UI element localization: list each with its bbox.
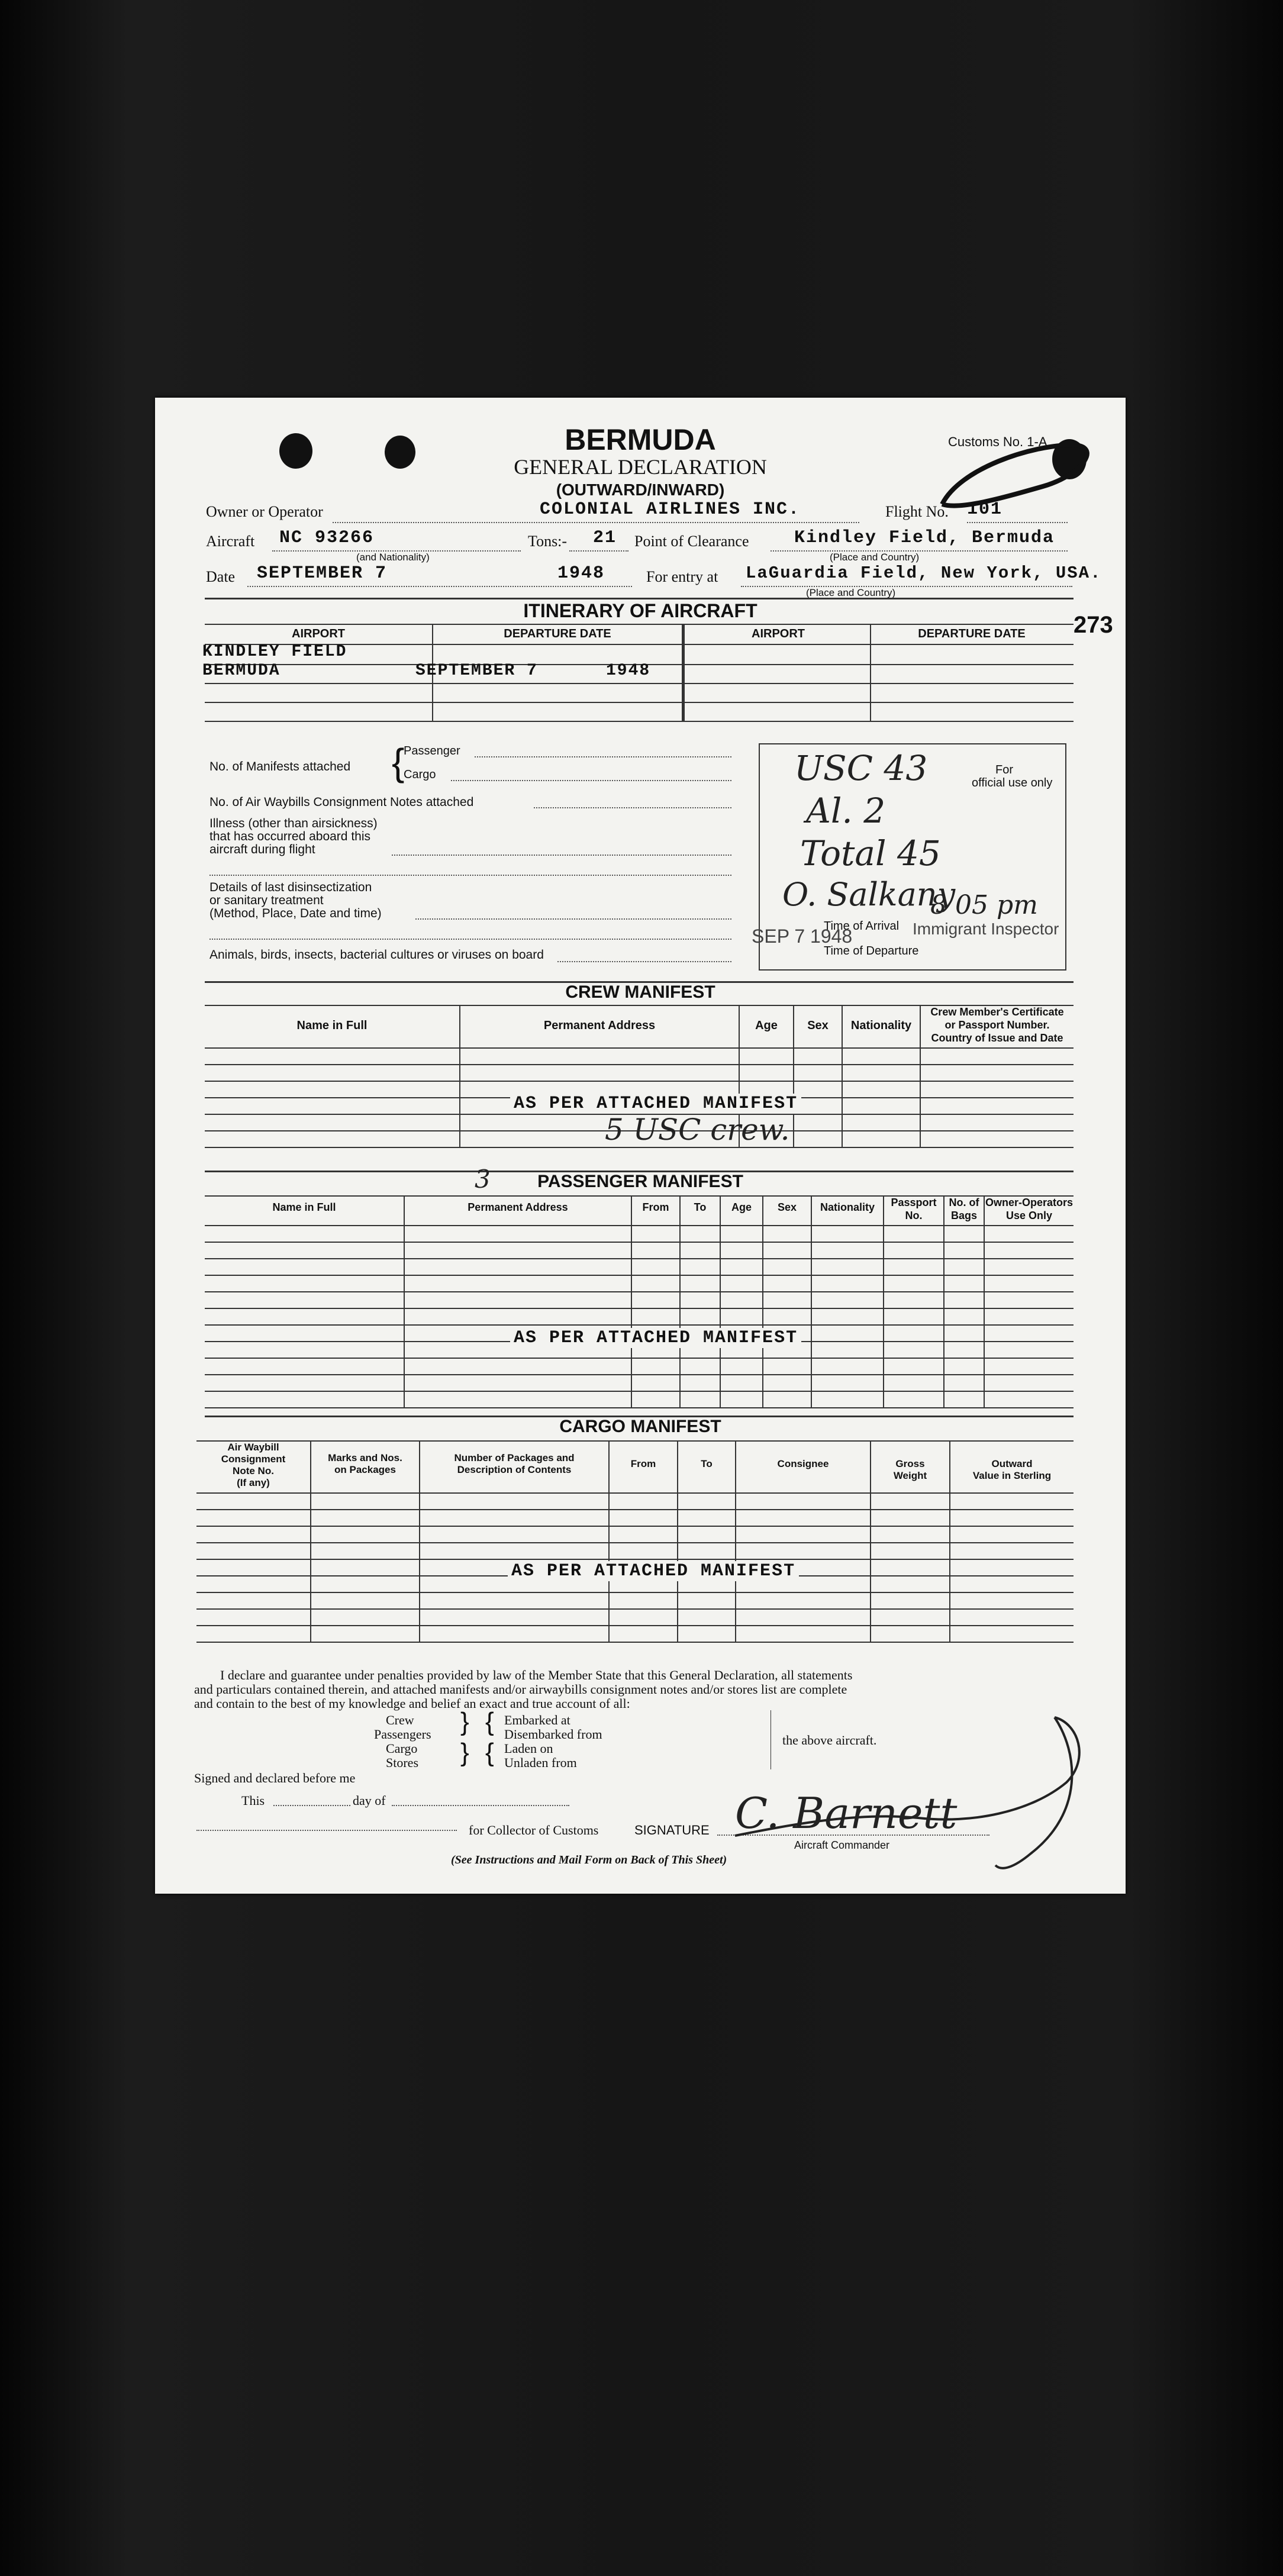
stamp-title: Immigrant Inspector — [913, 920, 1059, 938]
cargo-title: CARGO MANIFEST — [559, 1417, 721, 1436]
cargo-col-from: From — [630, 1458, 656, 1469]
decl-this: This — [241, 1793, 265, 1808]
cargo-col-value-2: Value in Sterling — [972, 1470, 1052, 1481]
aircraft-label: Aircraft — [206, 533, 255, 550]
decl-stores: Stores — [386, 1755, 418, 1770]
cargo-col-marks-1: Marks and Nos. — [328, 1452, 402, 1463]
itin-departure-year: 1948 — [606, 662, 651, 680]
illness-line1: Illness (other than airsickness) — [209, 817, 378, 830]
signature-flourish — [723, 1700, 1102, 1877]
tons-label: Tons:- — [528, 533, 568, 550]
illness-line2: that has occurred aboard this — [209, 830, 370, 843]
decl-cargo: Cargo — [386, 1741, 418, 1756]
crew-title: CREW MANIFEST — [565, 982, 715, 1002]
note-total: Total 45 — [800, 833, 941, 873]
crew-col-age: Age — [755, 1019, 778, 1032]
itin-col-departure-2: DEPARTURE DATE — [918, 627, 1026, 640]
crew-hand-note: 5 USC crew. — [605, 1113, 790, 1147]
cargo-col-gross-1: Gross — [895, 1458, 925, 1469]
manifest-passenger: Passenger — [404, 744, 460, 757]
crew-col-sex: Sex — [807, 1019, 829, 1032]
disinsect-line3: (Method, Place, Date and time) — [209, 907, 382, 920]
cargo-col-waybill-1: Air Waybill — [227, 1442, 279, 1453]
year-value: 1948 — [557, 563, 605, 583]
crew-col-address: Permanent Address — [543, 1019, 656, 1032]
pax-col-bags-2: Bags — [950, 1210, 977, 1221]
brace-icon-3: } — [460, 1738, 469, 1767]
aircraft-sub: (and Nationality) — [356, 552, 430, 563]
decl-crew: Crew — [386, 1713, 414, 1727]
passenger-count-note: 3 — [475, 1165, 491, 1194]
cargo-col-value-1: Outward — [991, 1458, 1033, 1469]
customs-ink-mark — [924, 421, 1114, 516]
pax-col-passport-1: Passport — [891, 1197, 937, 1208]
decl-passengers: Passengers — [374, 1727, 431, 1742]
pax-col-age: Age — [731, 1201, 752, 1213]
date-label: Date — [206, 568, 236, 585]
crew-col-name: Name in Full — [296, 1019, 368, 1032]
official-use-only: official use only — [972, 776, 1053, 789]
brace-icon-2: } — [460, 1707, 469, 1736]
pax-col-from: From — [642, 1201, 669, 1213]
disinsect-line2: or sanitary treatment — [209, 894, 324, 907]
decl-collector: for Collector of Customs — [469, 1823, 599, 1837]
pax-col-name: Name in Full — [272, 1201, 336, 1213]
declaration-line2: and particulars contained therein, and attached manifests and/or airwaybills consignment notes and/or stores list are complete — [194, 1682, 847, 1697]
arrival-label: Time of Arrival — [824, 920, 900, 933]
owner-value: COLONIAL AIRLINES INC. — [540, 499, 801, 520]
decl-day-of: day of — [353, 1793, 386, 1808]
itin-col-airport-1: AIRPORT — [292, 627, 345, 640]
owner-label: Owner or Operator — [206, 503, 323, 520]
pax-col-sex: Sex — [777, 1201, 797, 1213]
itin-col-departure-1: DEPARTURE DATE — [504, 627, 611, 640]
pax-col-to: To — [694, 1201, 707, 1213]
departure-time-label: Time of Departure — [824, 944, 919, 957]
cargo-col-gross-2: Weight — [893, 1470, 927, 1481]
decl-laden: Laden on — [504, 1741, 553, 1756]
cargo-col-waybill-3: Note No. — [233, 1465, 274, 1476]
cargo-col-waybill-4: (If any) — [237, 1477, 270, 1488]
crew-col-nationality: Nationality — [850, 1019, 912, 1032]
cargo-col-marks-2: on Packages — [334, 1464, 396, 1475]
clearance-sub: (Place and Country) — [830, 552, 920, 563]
cargo-stamp: AS PER ATTACHED MANIFEST — [508, 1561, 799, 1581]
tons-value: 21 — [593, 528, 617, 548]
pax-col-passport-2: No. — [905, 1210, 923, 1221]
entry-label: For entry at — [646, 568, 718, 585]
waybills-label: No. of Air Waybills Consignment Notes attached — [209, 795, 474, 809]
clearance-value: Kindley Field, Bermuda — [794, 528, 1055, 548]
pax-col-owner-2: Use Only — [1005, 1210, 1053, 1221]
illness-line3: aircraft during flight — [209, 843, 315, 856]
punch-hole-left — [279, 433, 312, 469]
clearance-label: Point of Clearance — [634, 533, 749, 550]
crew-col-cert-1: Crew Member's Certificate — [930, 1006, 1064, 1018]
pax-col-bags-1: No. of — [949, 1197, 979, 1208]
cargo-col-consignee: Consignee — [777, 1458, 829, 1469]
note-al: Al. 2 — [806, 791, 886, 831]
passenger-stamp: AS PER ATTACHED MANIFEST — [510, 1328, 801, 1348]
passenger-title: PASSENGER MANIFEST — [537, 1172, 743, 1191]
declaration-line3: and contain to the best of my knowledge and belief an exact and true account of all: — [194, 1696, 630, 1711]
crew-col-cert-2: or Passport Number. — [944, 1019, 1050, 1031]
note-signature: O. Salkany — [782, 876, 956, 913]
punch-hole-mid — [385, 436, 415, 469]
decl-signature-label: SIGNATURE — [634, 1823, 710, 1837]
entry-sub: (Place and Country) — [806, 587, 896, 598]
decl-instructions: (See Instructions and Mail Form on Back of This Sheet) — [451, 1853, 727, 1866]
cargo-col-to: To — [701, 1458, 713, 1469]
aircraft-value: NC 93266 — [279, 528, 375, 548]
cargo-col-packages-1: Number of Packages and — [454, 1452, 575, 1463]
declaration-line1: I declare and guarantee under penalties provided by law of the Member State that this General Declaration, all statements — [220, 1668, 853, 1682]
animals-label: Animals, birds, insects, bacterial cultures or viruses on board — [209, 948, 544, 962]
pax-col-owner-1: Owner-Operators — [985, 1197, 1074, 1208]
decl-commander: Aircraft Commander — [794, 1839, 890, 1851]
disinsect-line1: Details of last disinsectization — [209, 881, 372, 894]
customs-number: Customs No. 1-A. — [948, 434, 1051, 449]
flight-label: Flight No. — [885, 503, 949, 520]
cargo-col-packages-2: Description of Contents — [457, 1464, 572, 1475]
itin-col-airport-2: AIRPORT — [752, 627, 805, 640]
decl-signed-before: Signed and declared before me — [194, 1771, 356, 1785]
brace-icon-4: { — [485, 1707, 494, 1736]
itin-airport-line2: BERMUDA — [202, 662, 281, 680]
crew-col-cert-3: Country of Issue and Date — [931, 1032, 1063, 1044]
cargo-col-waybill-2: Consignment — [221, 1453, 286, 1465]
pax-col-address: Permanent Address — [468, 1201, 568, 1213]
brace-icon-5: { — [485, 1738, 494, 1767]
entry-value: LaGuardia Field, New York, USA. — [746, 563, 1102, 583]
stamp-date: SEP 7 1948 — [752, 926, 853, 947]
commander-signature: C. Barnett — [735, 1788, 958, 1838]
itin-airport-line1: KINDLEY FIELD — [202, 643, 347, 661]
decl-unladen: Unladen from — [504, 1755, 577, 1770]
page-number: 273 — [1074, 612, 1113, 638]
brace-icon: { — [392, 741, 405, 784]
itinerary-title: ITINERARY OF AIRCRAFT — [523, 600, 757, 621]
form-direction: (OUTWARD/INWARD) — [556, 481, 725, 499]
manifest-cargo: Cargo — [404, 768, 436, 781]
form-subtitle: GENERAL DECLARATION — [514, 455, 767, 479]
itin-departure-value: SEPTEMBER 7 — [415, 662, 538, 680]
crew-stamp: AS PER ATTACHED MANIFEST — [510, 1094, 801, 1114]
decl-disembarked: Disembarked from — [504, 1727, 602, 1742]
declaration-sheet — [155, 398, 1126, 1894]
flight-value: 101 — [967, 499, 1003, 520]
pax-col-nationality: Nationality — [820, 1201, 875, 1213]
note-usc: USC 43 — [794, 748, 928, 788]
decl-the-above: the above aircraft. — [782, 1733, 877, 1748]
decl-embarked: Embarked at — [504, 1713, 570, 1727]
date-value: SEPTEMBER 7 — [257, 563, 388, 583]
manifests-label: No. of Manifests attached — [209, 760, 351, 773]
form-title: BERMUDA — [565, 423, 716, 456]
note-time: 8 05 pm — [930, 890, 1038, 920]
official-for: For — [995, 763, 1013, 776]
